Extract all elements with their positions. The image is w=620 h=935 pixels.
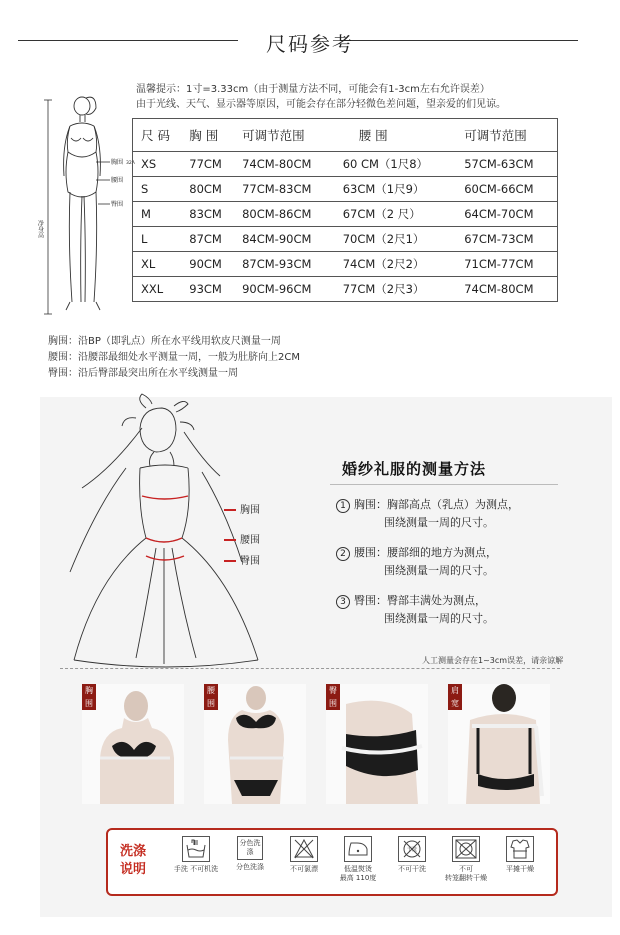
table-cell: XL	[133, 252, 182, 277]
figure-label-chest-size: 32A	[126, 161, 135, 166]
table-row	[133, 277, 558, 302]
table-cell: 90CM-96CM	[234, 277, 335, 302]
dress-marker-chest: 胸围	[224, 501, 260, 516]
table-row	[133, 152, 558, 177]
col-header-waist: 腰 围	[335, 119, 457, 152]
care-title-line1: 洗涤	[120, 844, 147, 859]
table-row	[133, 177, 558, 202]
model-silhouette-icon	[82, 684, 184, 804]
care-item-no-tumble-dry	[440, 836, 492, 883]
method-item-1-line2: 围绕测量一周的尺寸。	[384, 516, 494, 529]
table-cell: M	[133, 202, 182, 227]
dashed-divider	[60, 668, 560, 669]
care-item-no-bleach	[278, 836, 330, 874]
no-bleach-icon	[290, 836, 318, 862]
care-item-iron-low	[332, 836, 384, 883]
error-note: 人工测量会存在1~3cm误差，请亲谅解	[422, 656, 564, 665]
figure-label-waist: 腰围	[111, 177, 124, 184]
table-cell: 60CM-66CM	[456, 177, 557, 202]
note-waist: 腰围：沿腰部最细处水平测量一周，一般为肚脐向上2CM	[48, 352, 300, 363]
photo-tag: 腰围	[204, 684, 218, 710]
care-item-separate-wash	[224, 836, 276, 872]
care-item-flat-dry	[494, 836, 546, 874]
col-header-waist-range: 可调节范围	[456, 119, 557, 152]
separate-wash-icon: 分色洗涤	[237, 836, 263, 860]
photo-shoulder-measure	[448, 684, 550, 804]
table-cell: 67CM（2 尺）	[335, 202, 457, 227]
table-header-row	[133, 119, 558, 152]
photo-hip-measure	[326, 684, 428, 804]
table-cell: 83CM	[181, 202, 234, 227]
care-label: 平摊干燥	[506, 865, 534, 873]
tip-line-2: 由于光线、天气、显示器等原因，可能会存在部分轻微色差问题，望亲爱的们见谅。	[136, 99, 506, 110]
table-cell: 77CM-83CM	[234, 177, 335, 202]
method-item-number: 3	[336, 595, 350, 609]
method-item-2-line2: 围绕测量一周的尺寸。	[384, 564, 494, 577]
method-item-1: 1 胸围：胸部高点（乳点）为测点，	[336, 496, 519, 513]
photo-tag: 胸围	[82, 684, 96, 710]
table-cell: 57CM-63CM	[456, 152, 557, 177]
method-item-number: 2	[336, 547, 350, 561]
no-dry-clean-icon: 干洗	[398, 836, 426, 862]
flat-dry-icon	[506, 836, 534, 862]
table-cell: XS	[133, 152, 182, 177]
table-cell: 93CM	[181, 277, 234, 302]
tip-line-1: 温馨提示：1寸=3.33cm（由于测量方法不同，可能会有1-3cm左右允许误差）	[136, 84, 490, 95]
table-cell: 77CM（2尺3）	[335, 277, 457, 302]
figure-label-height: 净身高	[36, 220, 44, 238]
photo-chest-measure	[82, 684, 184, 804]
dress-marker-waist: 腰围	[224, 531, 260, 546]
method-item-number: 1	[336, 499, 350, 513]
dress-marker-hip: 臀围	[224, 552, 260, 567]
table-cell: 67CM-73CM	[456, 227, 557, 252]
care-label: 手洗 不可机洗	[173, 865, 219, 873]
col-header-chest-range: 可调节范围	[234, 119, 335, 152]
photo-waist-measure	[204, 684, 306, 804]
care-title-line2: 说明	[120, 862, 147, 877]
method-title-rule	[330, 484, 558, 485]
note-chest: 胸围：沿BP（即乳点）所在水平线用软皮尺测量一周	[48, 336, 281, 347]
table-cell: S	[133, 177, 182, 202]
table-cell: 74CM（2尺2）	[335, 252, 457, 277]
figure-label-chest: 胸围	[111, 159, 124, 166]
body-figure-illustration	[36, 92, 136, 324]
table-row	[133, 252, 558, 277]
model-silhouette-icon	[204, 684, 306, 804]
table-cell: 80CM-86CM	[234, 202, 335, 227]
photo-tag: 臀围	[326, 684, 340, 710]
table-cell: 90CM	[181, 252, 234, 277]
care-item-no-dry-clean	[386, 836, 438, 874]
care-item-hand-wash	[170, 836, 222, 874]
table-cell: 87CM	[181, 227, 234, 252]
no-tumble-dry-icon	[452, 836, 480, 862]
table-cell: L	[133, 227, 182, 252]
table-cell: 74CM-80CM	[456, 277, 557, 302]
care-label: 低温熨烫 最高 110度	[339, 865, 377, 882]
size-table	[132, 118, 558, 302]
table-row	[133, 227, 558, 252]
model-silhouette-icon	[448, 684, 550, 804]
note-hip: 臀围：沿后臀部最突出所在水平线测量一周	[48, 368, 238, 379]
table-cell: 74CM-80CM	[234, 152, 335, 177]
care-label: 不可 转笼翻转干燥	[445, 865, 487, 882]
col-header-size: 尺 码	[133, 119, 182, 152]
table-row	[133, 202, 558, 227]
figure-label-hip: 臀围	[111, 201, 124, 208]
page-title: 尺码参考	[266, 32, 354, 56]
photo-tag: 肩宽	[448, 684, 462, 710]
table-cell: 60 CM（1尺8）	[335, 152, 457, 177]
hand-wash-icon	[182, 836, 210, 862]
care-instructions-panel	[106, 828, 558, 896]
iron-low-icon	[344, 836, 372, 862]
table-cell: XXL	[133, 277, 182, 302]
table-cell: 71CM-77CM	[456, 252, 557, 277]
table-cell: 63CM（1尺9）	[335, 177, 457, 202]
method-item-2: 2 腰围：腰部细的地方为测点，	[336, 544, 497, 561]
method-item-3: 3 臀围：臀部丰满处为测点，	[336, 592, 486, 609]
care-label: 不可干洗	[398, 865, 426, 873]
table-cell: 64CM-70CM	[456, 202, 557, 227]
table-cell: 77CM	[181, 152, 234, 177]
care-title	[120, 843, 146, 879]
table-cell: 84CM-90CM	[234, 227, 335, 252]
method-title: 婚纱礼服的测量方法	[342, 460, 487, 478]
table-cell: 80CM	[181, 177, 234, 202]
table-cell: 70CM（2尺1）	[335, 227, 457, 252]
care-label: 分色洗涤	[236, 863, 264, 871]
model-silhouette-icon	[326, 684, 428, 804]
col-header-chest: 胸 围	[181, 119, 234, 152]
method-item-3-line2: 围绕测量一周的尺寸。	[384, 612, 494, 625]
table-cell: 87CM-93CM	[234, 252, 335, 277]
care-label: 不可氯漂	[290, 865, 318, 873]
